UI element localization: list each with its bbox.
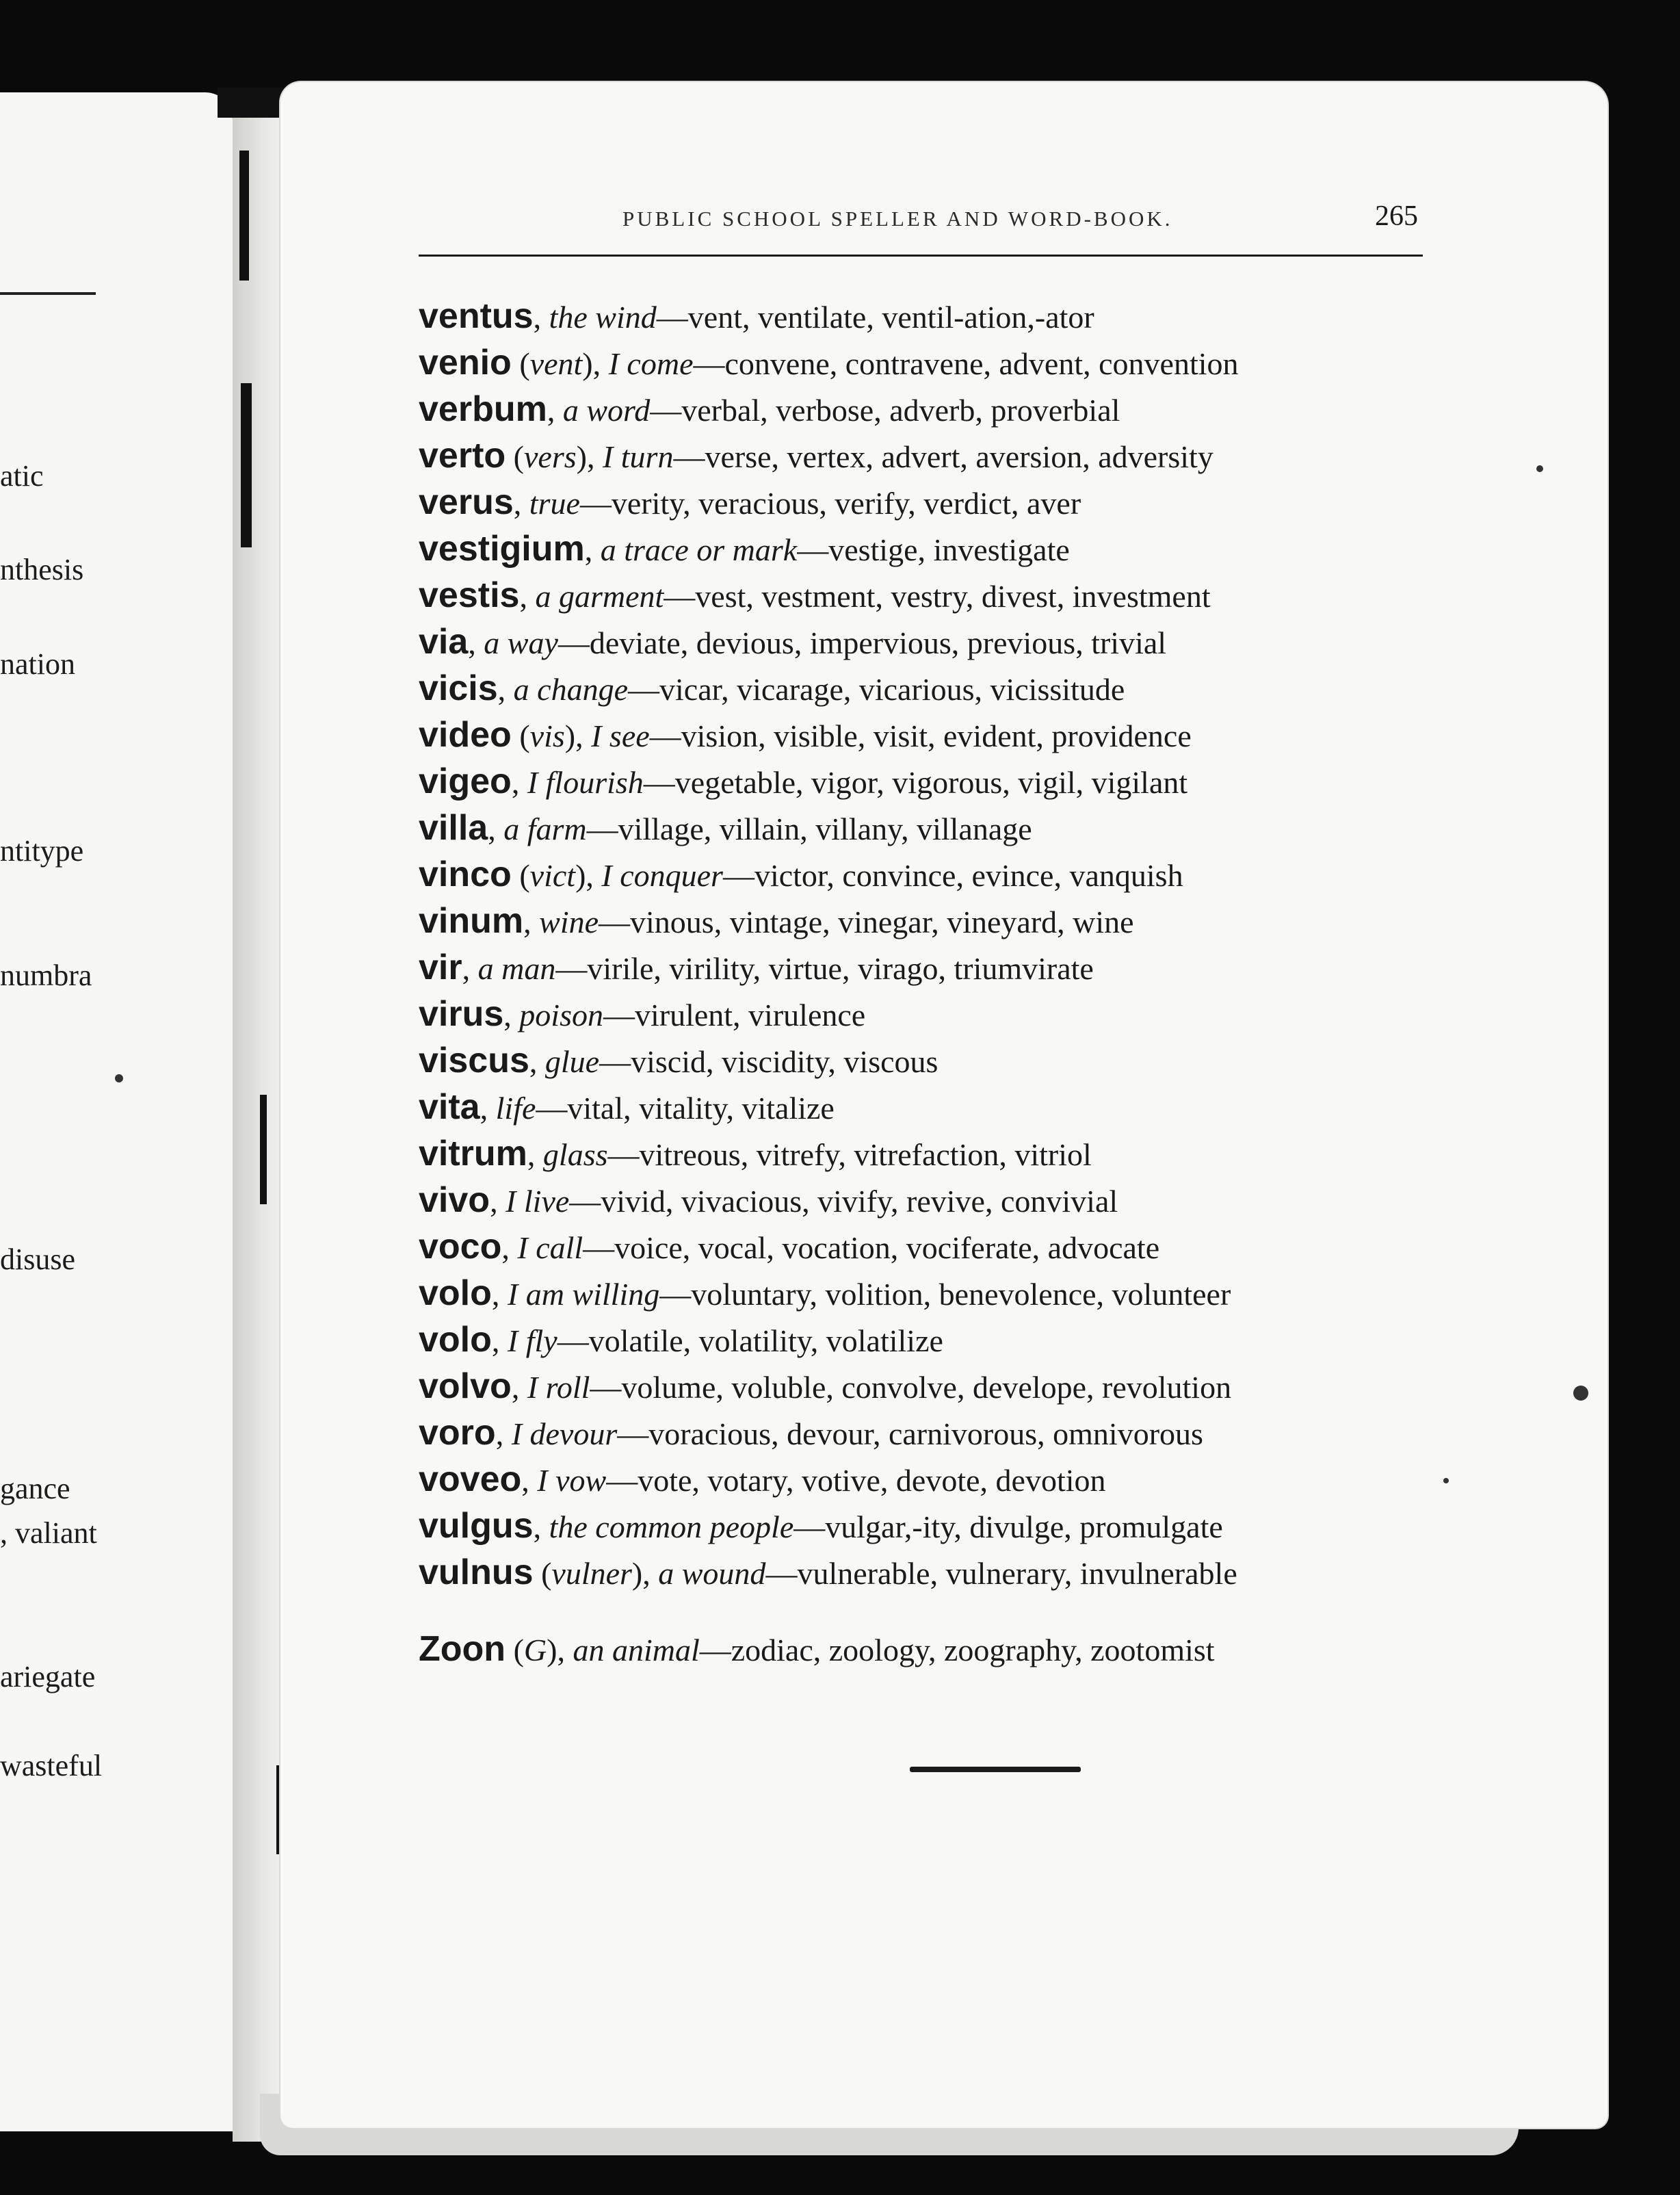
running-head: PUBLIC SCHOOL SPELLER AND WORD-BOOK.	[622, 207, 1173, 231]
latin-root: virus	[419, 994, 504, 1034]
word-entry: vestis, a garment—vest, vestment, vestry, divest, investment	[419, 575, 1211, 615]
root-meaning: a word	[562, 393, 651, 428]
root-meaning: a farm	[503, 811, 587, 846]
left-page-fragment: wasteful	[0, 1749, 103, 1782]
root-meaning: a change	[513, 672, 628, 707]
root-meaning: a way	[484, 625, 558, 660]
print-speck	[115, 1074, 123, 1082]
root-meaning: I live	[506, 1184, 570, 1219]
derivatives: vulgar,-ity, divulge, promulgate	[825, 1509, 1223, 1544]
root-meaning: I fly	[507, 1323, 557, 1358]
root-meaning: I vow	[537, 1463, 607, 1498]
latin-root: voco	[419, 1227, 502, 1267]
root-meaning: the wind	[549, 300, 657, 335]
word-entry: vinum, wine—vinous, vintage, vinegar, vineyard, wine	[419, 901, 1134, 941]
root-meaning: a wound	[658, 1556, 766, 1591]
derivatives: virulent, virulence	[634, 998, 866, 1032]
root-meaning: glass	[542, 1137, 608, 1172]
spine-mark	[239, 151, 249, 281]
root-form: vent	[529, 346, 583, 381]
left-page-fragment: nthesis	[0, 553, 84, 586]
root-meaning: life	[495, 1091, 536, 1126]
derivatives: vest, vestment, vestry, divest, investment	[695, 579, 1211, 614]
left-page-fragment: , valiant	[0, 1516, 97, 1550]
root-form: G	[523, 1633, 547, 1667]
derivatives: vulnerable, vulnerary, invulnerable	[797, 1556, 1237, 1591]
print-speck	[1573, 1386, 1588, 1401]
latin-root: vitrum	[419, 1134, 527, 1173]
latin-root: vigeo	[419, 762, 512, 801]
left-page	[0, 92, 233, 2131]
root-meaning: I turn	[602, 439, 674, 474]
derivatives: vegetable, vigor, vigorous, vigil, vigilant	[674, 765, 1188, 800]
root-meaning: I devour	[511, 1416, 618, 1451]
word-entry: ventus, the wind—vent, ventilate, ventil-ation,-ator	[419, 296, 1094, 336]
word-entry: voco, I call—voice, vocal, vocation, vociferate, advocate	[419, 1227, 1160, 1267]
root-meaning: I come	[608, 346, 694, 381]
word-entry: vitrum, glass—vitreous, vitrefy, vitrefaction, vitriol	[419, 1134, 1092, 1173]
derivatives: vital, vitality, vitalize	[567, 1091, 835, 1126]
root-meaning: a man	[477, 951, 556, 986]
root-form: vers	[523, 439, 577, 474]
word-entry: venio (vent), I come—convene, contravene, advent, convention	[419, 343, 1239, 382]
derivatives: voracious, devour, carnivorous, omnivorous	[648, 1416, 1203, 1451]
derivatives: vinous, vintage, vinegar, vineyard, wine	[630, 905, 1134, 939]
latin-root: villa	[419, 808, 488, 848]
root-meaning: I am willing	[507, 1277, 660, 1312]
word-entry: vivo, I live—vivid, vivacious, vivify, revive, convivial	[419, 1180, 1118, 1220]
word-entry: vir, a man—virile, virility, virtue, virago, triumvirate	[419, 948, 1094, 987]
root-meaning: the common people	[549, 1509, 794, 1544]
word-entry: vicis, a change—vicar, vicarage, vicarious, vicissitude	[419, 668, 1125, 708]
derivatives: zodiac, zoology, zoography, zootomist	[731, 1633, 1215, 1667]
word-entry: via, a way—deviate, devious, impervious, previous, trivial	[419, 622, 1167, 662]
derivatives: vivid, vivacious, vivify, revive, convivial	[601, 1184, 1118, 1219]
latin-root: vir	[419, 948, 462, 987]
latin-root: verus	[419, 482, 514, 522]
latin-root: ventus	[419, 296, 534, 336]
latin-root: volvo	[419, 1366, 512, 1406]
root-form-note: (vers)	[506, 439, 587, 474]
left-page-fragment: nation	[0, 647, 75, 681]
word-entry: video (vis), I see—vision, visible, visit, evident, providence	[419, 715, 1192, 755]
derivatives: voice, vocal, vocation, vociferate, advocate	[614, 1230, 1160, 1265]
word-entry: virus, poison—virulent, virulence	[419, 994, 866, 1034]
latin-root: via	[419, 622, 469, 662]
word-entry: vinco (vict), I conquer—victor, convince, evince, vanquish	[419, 855, 1183, 894]
word-entry: voro, I devour—voracious, devour, carnivorous, omnivorous	[419, 1413, 1203, 1453]
derivatives: vicar, vicarage, vicarious, vicissitude	[659, 672, 1125, 707]
left-page-fragment: disuse	[0, 1243, 75, 1276]
root-form: vis	[529, 718, 565, 753]
latin-root: vulnus	[419, 1553, 534, 1592]
derivatives: victor, convince, evince, vanquish	[754, 858, 1183, 893]
word-entry: vulnus (vulner), a wound—vulnerable, vulnerary, invulnerable	[419, 1553, 1237, 1592]
root-meaning: glue	[544, 1044, 600, 1079]
latin-root: video	[419, 715, 512, 755]
word-entry: vita, life—vital, vitality, vitalize	[419, 1087, 835, 1127]
left-page-fragment: ariegate	[0, 1660, 96, 1693]
root-meaning: I flourish	[527, 765, 644, 800]
latin-root: vivo	[419, 1180, 490, 1220]
end-rule	[910, 1767, 1081, 1772]
left-page-fragment: numbra	[0, 959, 92, 992]
spine-mark	[260, 1095, 267, 1204]
page-number: 265	[1375, 200, 1418, 232]
left-page-rule	[0, 292, 96, 295]
word-entry: verus, true—verity, veracious, verify, verdict, aver	[419, 482, 1081, 522]
latin-root: vita	[419, 1087, 480, 1127]
word-root-list	[419, 293, 1486, 1672]
word-entry: voveo, I vow—vote, votary, votive, devote, devotion	[419, 1459, 1106, 1499]
root-meaning: I see	[591, 718, 650, 753]
latin-root: vinco	[419, 855, 512, 894]
word-entry: verto (vers), I turn—verse, vertex, advert, aversion, adversity	[419, 436, 1213, 476]
latin-root: volo	[419, 1320, 492, 1360]
derivatives: village, villain, villany, villanage	[618, 811, 1032, 846]
derivatives: convene, contravene, advent, convention	[724, 346, 1239, 381]
latin-root: volo	[419, 1273, 492, 1313]
root-meaning: I roll	[527, 1370, 590, 1405]
left-page-fragment: gance	[0, 1472, 70, 1505]
latin-root: vicis	[419, 668, 498, 708]
left-page-fragment: ntitype	[0, 834, 84, 868]
latin-root: voveo	[419, 1459, 522, 1499]
latin-root: vulgus	[419, 1506, 534, 1546]
root-meaning: a garment	[535, 579, 664, 614]
derivatives: volatile, volatility, volatilize	[588, 1323, 943, 1358]
root-form: vulner	[551, 1556, 632, 1591]
root-form-note: (vent)	[511, 346, 593, 381]
root-meaning: I conquer	[601, 858, 723, 893]
word-entry: vestigium, a trace or mark—vestige, investigate	[419, 529, 1070, 569]
word-entry: vigeo, I flourish—vegetable, vigor, vigorous, vigil, vigilant	[419, 762, 1188, 801]
word-entry: volvo, I roll—volume, voluble, convolve, develope, revolution	[419, 1366, 1232, 1406]
print-speck	[1536, 465, 1543, 472]
latin-root: voro	[419, 1413, 496, 1453]
derivatives: vent, ventilate, ventil-ation,-ator	[687, 300, 1094, 335]
derivatives: deviate, devious, impervious, previous, trivial	[589, 625, 1167, 660]
root-meaning: poison	[519, 998, 603, 1032]
derivatives: vitreous, vitrefy, vitrefaction, vitriol	[639, 1137, 1092, 1172]
word-entry: villa, a farm—village, villain, villany, villanage	[419, 808, 1032, 848]
root-form-note: (vis)	[511, 718, 576, 753]
latin-root: venio	[419, 343, 512, 382]
derivatives: volume, voluble, convolve, develope, revolution	[621, 1370, 1232, 1405]
word-entry: vulgus, the common people—vulgar,-ity, divulge, promulgate	[419, 1506, 1223, 1546]
root-form-note: (vulner)	[533, 1556, 643, 1591]
derivatives: vestige, investigate	[828, 532, 1070, 567]
left-page-fragment: atic	[0, 459, 44, 493]
spine-mark	[241, 383, 252, 547]
root-meaning: I call	[517, 1230, 583, 1265]
latin-root: viscus	[419, 1041, 529, 1080]
word-entry: viscus, glue—viscid, viscidity, viscous	[419, 1041, 939, 1080]
latin-root: verbum	[419, 389, 547, 429]
root-meaning: true	[529, 486, 580, 521]
header-rule	[419, 255, 1423, 257]
latin-root: vestigium	[419, 529, 585, 569]
root-meaning: a trace or mark	[600, 532, 798, 567]
latin-root: verto	[419, 436, 506, 476]
word-entry: volo, I am willing—voluntary, volition, benevolence, volunteer	[419, 1273, 1231, 1313]
root-meaning: an animal	[573, 1633, 700, 1667]
latin-root: vestis	[419, 575, 520, 615]
word-entry: Zoon (G), an animal—zodiac, zoology, zoography, zootomist	[419, 1629, 1215, 1669]
root-form: vict	[529, 858, 576, 893]
root-form-note: (G)	[506, 1633, 557, 1667]
word-entry: verbum, a word—verbal, verbose, adverb, proverbial	[419, 389, 1120, 429]
root-meaning: wine	[539, 905, 599, 939]
root-form-note: (vict)	[511, 858, 586, 893]
latin-root: vinum	[419, 901, 524, 941]
derivatives: vision, visible, visit, evident, providence	[681, 718, 1192, 753]
derivatives: virile, virility, virtue, virago, triumvirate	[587, 951, 1094, 986]
word-entry: volo, I fly—volatile, volatility, volatilize	[419, 1320, 943, 1360]
derivatives: vote, votary, votive, devote, devotion	[638, 1463, 1106, 1498]
derivatives: verse, vertex, advert, aversion, adversity	[705, 439, 1213, 474]
derivatives: verity, veracious, verify, verdict, aver	[611, 486, 1081, 521]
latin-root: Zoon	[419, 1629, 506, 1669]
derivatives: verbal, verbose, adverb, proverbial	[681, 393, 1120, 428]
derivatives: viscid, viscidity, viscous	[631, 1044, 939, 1079]
derivatives: voluntary, volition, benevolence, volunteer	[691, 1277, 1231, 1312]
